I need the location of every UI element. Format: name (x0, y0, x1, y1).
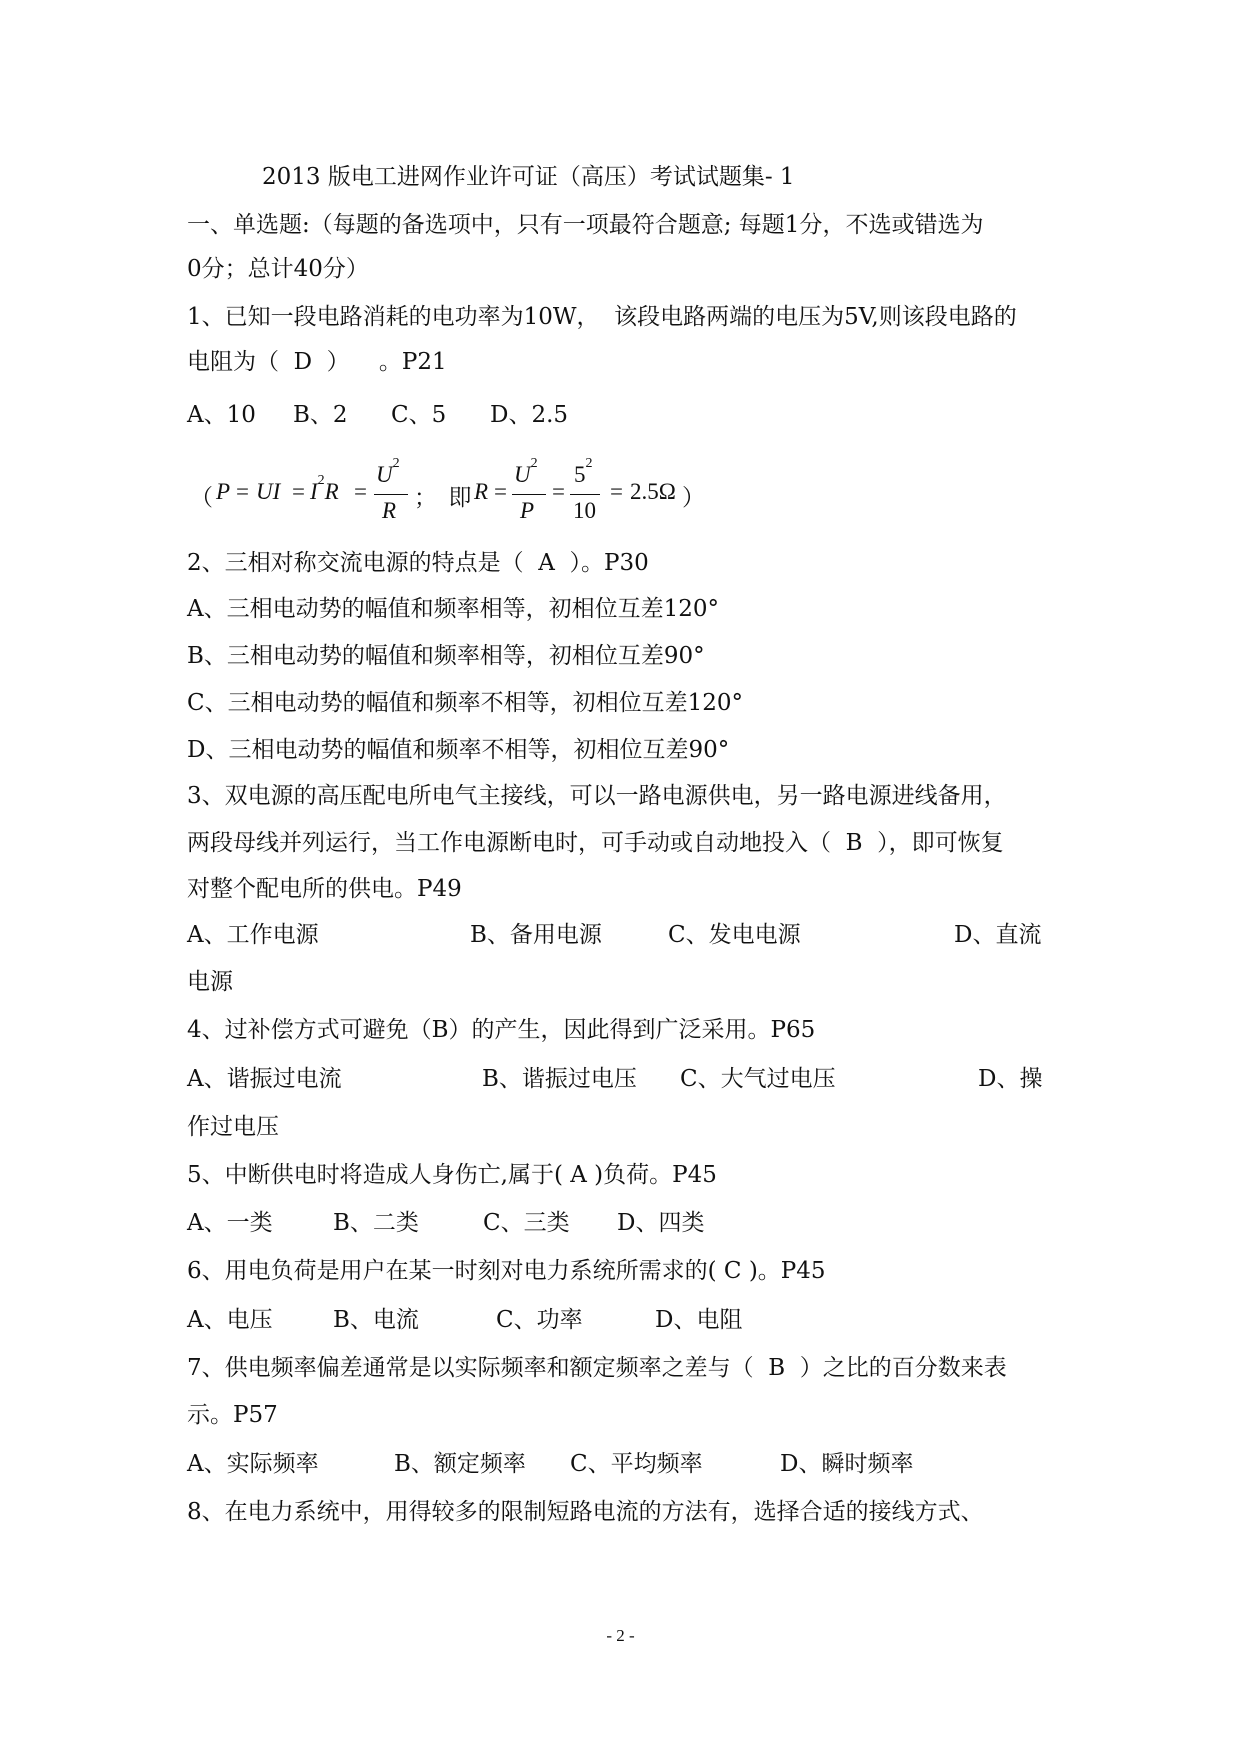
document-title: 2013 版电工进网作业许可证（高压）考试试题集- 1 (262, 164, 795, 190)
q7-stem-line-1: 7、供电频率偏差通常是以实际频率和额定频率之差与（ B ）之比的百分数来表 (187, 1355, 1007, 1381)
formula-ui: UI (256, 479, 281, 504)
q3-stem-line-2: 两段母线并列运行，当工作电源断电时，可手动或自动地投入（ B ），即可恢复 (187, 830, 1004, 856)
q4-option-a: A、谐振过电流 (187, 1066, 342, 1092)
formula-separator: ； 即 (414, 485, 472, 510)
formula-eq-3: = (354, 479, 367, 504)
q5-option-c: C、三类 (483, 1210, 570, 1236)
q6-option-b: B、电流 (333, 1307, 419, 1333)
q6-stem: 6、用电负荷是用户在某一时刻对电力系统所需求的( C )。P45 (187, 1258, 826, 1284)
q6-option-c: C、功率 (496, 1307, 583, 1333)
q7-option-a: A、实际频率 (187, 1451, 319, 1477)
q6-option-d: D、电阻 (655, 1307, 743, 1333)
q3-stem-line-1: 3、双电源的高压配电所电气主接线，可以一路电源供电，另一路电源进线备用， (187, 783, 1007, 809)
q4-option-d: D、操 (978, 1066, 1043, 1092)
q2-option-c: C、三相电动势的幅值和频率不相等，初相位互差120° (187, 690, 743, 716)
formula-fraction-bar-1 (374, 494, 408, 495)
formula-fraction-bar-3 (570, 494, 600, 495)
q5-stem: 5、中断供电时将造成人身伤亡,属于( A )负荷。P45 (187, 1162, 717, 1188)
q6-option-a: A、电压 (187, 1307, 273, 1333)
formula-u: U (376, 462, 393, 487)
formula-eq-5: = (552, 479, 565, 504)
q4-option-b: B、谐振过电压 (482, 1066, 637, 1092)
q2-option-b: B、三相电动势的幅值和频率相等，初相位互差90° (187, 643, 705, 669)
formula-result: 2.5Ω (630, 479, 676, 504)
formula-fraction-bar-2 (512, 494, 546, 495)
q3-option-d-continued: 电源 (187, 969, 233, 995)
formula-eq-4: = (494, 479, 507, 504)
q3-option-b: B、备用电源 (470, 922, 602, 948)
formula-five-squared: 2 (585, 456, 593, 471)
q3-option-a: A、工作电源 (187, 922, 319, 948)
q7-stem-line-2: 示。P57 (187, 1402, 278, 1428)
formula-eq-2: = (292, 479, 305, 504)
formula-eq-1: = (236, 479, 249, 504)
formula-denominator-r: R (382, 498, 397, 523)
q5-option-d: D、四类 (617, 1210, 705, 1236)
q1-option-c: C、5 (391, 402, 447, 428)
formula-u-squared: 2 (392, 456, 400, 471)
section-heading-line-2: 0分；总计40分） (187, 256, 369, 282)
q5-option-b: B、二类 (333, 1210, 419, 1236)
q3-stem-line-3: 对整个配电所的供电。P49 (187, 876, 462, 902)
q1-option-a: A、10 (187, 402, 256, 428)
q8-stem-line-1: 8、在电力系统中，用得较多的限制短路电流的方法有，选择合适的接线方式、 (187, 1499, 984, 1525)
q4-option-d-continued: 作过电压 (187, 1114, 279, 1140)
page-number: - 2 - (606, 1626, 635, 1645)
formula-ten: 10 (573, 498, 596, 523)
q3-option-d: D、直流 (954, 922, 1042, 948)
q7-option-d: D、瞬时频率 (780, 1451, 914, 1477)
q7-option-b: B、额定频率 (394, 1451, 526, 1477)
formula-eq-6: = (610, 479, 623, 504)
section-heading-line-1: 一、单选题:（每题的备选项中，只有一项最符合题意; 每题1分，不选或错选为 (187, 212, 984, 238)
formula-i: I (310, 479, 318, 504)
q1-option-b: B、2 (293, 402, 348, 428)
formula-i-squared: 2 (317, 473, 325, 488)
formula-r: R (324, 479, 339, 504)
q5-option-a: A、一类 (187, 1210, 273, 1236)
q2-stem: 2、三相对称交流电源的特点是（ A ）。P30 (187, 550, 649, 576)
formula-denominator-p: P (520, 498, 535, 523)
q1-option-d: D、2.5 (490, 402, 569, 428)
formula-r-2: R (474, 479, 489, 504)
q7-option-c: C、平均频率 (570, 1451, 703, 1477)
q2-option-d: D、三相电动势的幅值和频率不相等，初相位互差90° (187, 737, 730, 763)
formula-u-2-squared: 2 (530, 456, 538, 471)
formula-open-paren: （ (190, 485, 213, 510)
q3-option-c: C、发电电源 (668, 922, 801, 948)
formula-u-2: U (514, 462, 531, 487)
q1-stem-line-1: 1、已知一段电路消耗的电功率为10W， 该段电路两端的电压为5V,则该段电路的 (187, 304, 1017, 330)
q2-option-a: A、三相电动势的幅值和频率相等，初相位互差120° (187, 596, 720, 622)
q1-stem-line-2: 电阻为（ D ） 。P21 (187, 349, 447, 375)
q4-stem: 4、过补偿方式可避免（B）的产生，因此得到广泛采用。P65 (187, 1017, 816, 1043)
formula-p: P (216, 479, 231, 504)
formula-five: 5 (574, 462, 586, 487)
q4-option-c: C、大气过电压 (680, 1066, 836, 1092)
formula-close-paren: ） (682, 485, 705, 510)
